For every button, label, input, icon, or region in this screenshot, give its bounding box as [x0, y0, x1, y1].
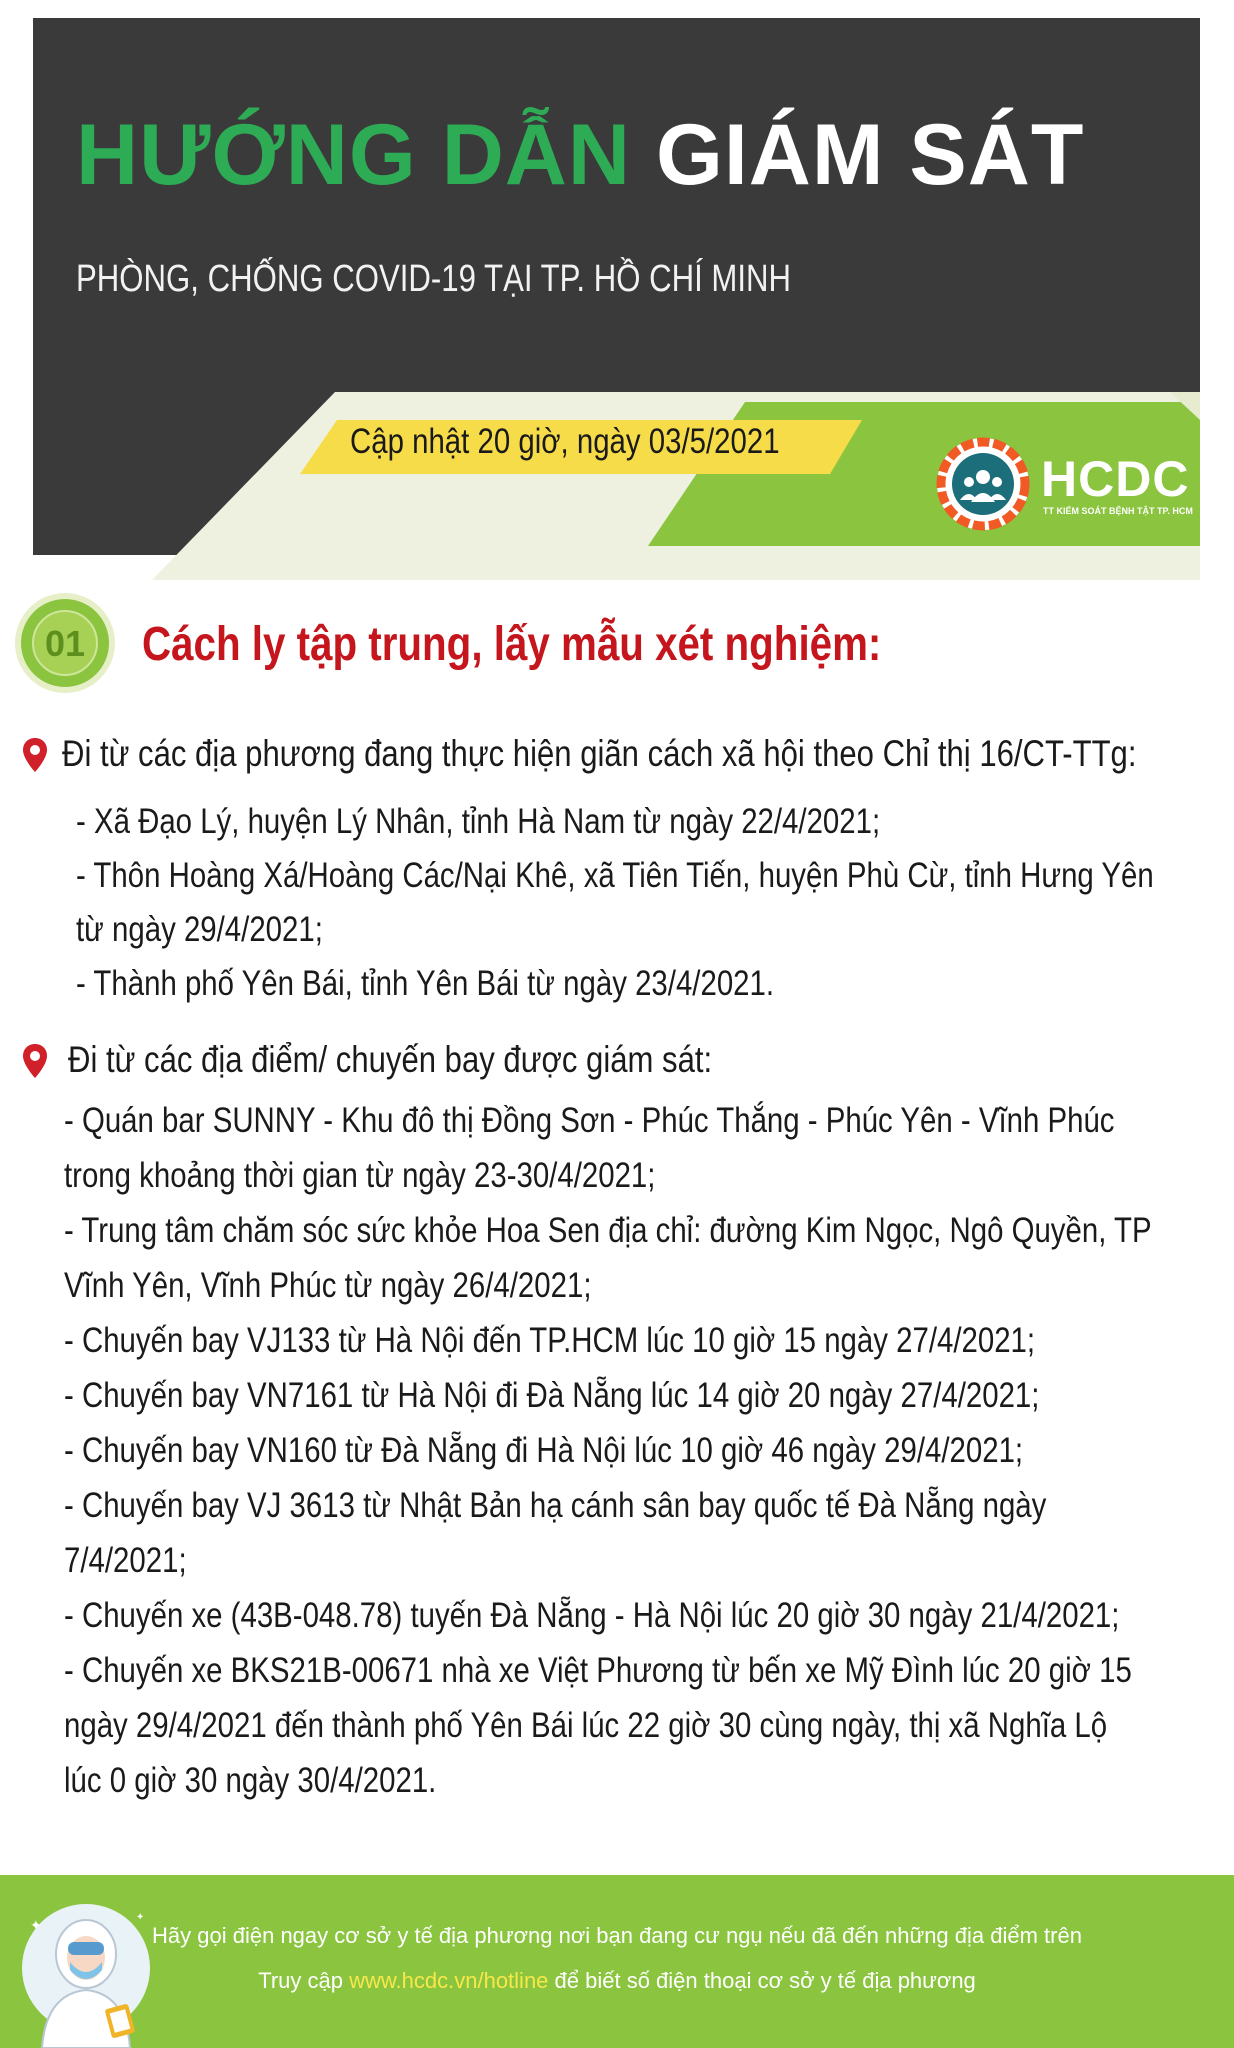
logo-name: HCDC [1041, 451, 1190, 507]
list-item: - Chuyến bay VJ 3613 từ Nhật Bản hạ cánh sân bay quốc tế Đà Nẵng ngày [64, 1486, 1047, 1525]
update-timestamp: Cập nhật 20 giờ, ngày 03/5/2021 [350, 422, 780, 461]
location-pin-icon [22, 737, 48, 773]
footer-bar [0, 1875, 1234, 2048]
list-item: - Trung tâm chăm sóc sức khỏe Hoa Sen địa chỉ: đường Kim Ngọc, Ngô Quyền, TP [64, 1211, 1152, 1250]
hotline-link[interactable]: www.hcdc.vn/hotline [349, 1968, 549, 1993]
section-number: 01 [44, 623, 86, 664]
location-pin-icon [22, 1043, 48, 1079]
list-item: - Chuyến bay VN7161 từ Hà Nội đi Đà Nẵng lúc 14 giờ 20 ngày 27/4/2021; [64, 1376, 1040, 1415]
title-highlight: HƯỚNG DẪN [76, 107, 632, 203]
list-item: - Quán bar SUNNY - Khu đô thị Đồng Sơn - Phúc Thắng - Phúc Yên - Vĩnh Phúc [64, 1101, 1115, 1140]
list-item: ngày 29/4/2021 đến thành phố Yên Bái lúc 22 giờ 30 cùng ngày, thị xã Nghĩa Lộ [64, 1706, 1108, 1745]
list-item: - Chuyến bay VJ133 từ Hà Nội đến TP.HCM lúc 10 giờ 15 ngày 27/4/2021; [64, 1321, 1036, 1360]
list-item: - Thành phố Yên Bái, tỉnh Yên Bái từ ngày 23/4/2021. [76, 964, 775, 1003]
list-item: từ ngày 29/4/2021; [76, 910, 323, 949]
title-rest: GIÁM SÁT [655, 107, 1085, 203]
footer-access-text [0, 1968, 1234, 1994]
list-item: - Chuyến xe (43B-048.78) tuyến Đà Nẵng - Hà Nội lúc 20 giờ 30 ngày 21/4/2021; [64, 1596, 1120, 1635]
list-item: - Thôn Hoàng Xá/Hoàng Các/Nại Khê, xã Tiên Tiến, huyện Phù Cừ, tỉnh Hưng Yên [76, 856, 1154, 895]
footer-access-prefix: Truy cập [258, 1968, 350, 1993]
footer-access-suffix: để biết số điện thoại cơ sở y tế địa phương [548, 1968, 976, 1993]
health-worker-illustration [16, 1890, 156, 2048]
page-subtitle: PHÒNG, CHỐNG COVID-19 TẠI TP. HỒ CHÍ MINH [76, 258, 792, 300]
hcdc-logo-icon [933, 434, 1033, 534]
group2-heading: Đi từ các địa điểm/ chuyến bay được giám sát: [68, 1039, 713, 1080]
logo-subtitle: TT KIỂM SOÁT BỆNH TẬT TP. HCM [1043, 506, 1193, 516]
section-title: Cách ly tập trung, lấy mẫu xét nghiệm: [142, 618, 882, 671]
list-item: - Chuyến xe BKS21B-00671 nhà xe Việt Phương từ bến xe Mỹ Đình lúc 20 giờ 15 [64, 1651, 1132, 1690]
list-item: trong khoảng thời gian từ ngày 23-30/4/2021; [64, 1156, 656, 1195]
list-item: - Xã Đạo Lý, huyện Lý Nhân, tỉnh Hà Nam từ ngày 22/4/2021; [76, 802, 881, 841]
list-item: Vĩnh Yên, Vĩnh Phúc từ ngày 26/4/2021; [64, 1266, 592, 1305]
hcdc-logo [933, 434, 1233, 544]
number-badge-icon [14, 592, 116, 694]
list-item: 7/4/2021; [64, 1541, 187, 1580]
list-item: lúc 0 giờ 30 ngày 30/4/2021. [64, 1761, 437, 1800]
group1-heading: Đi từ các địa phương đang thực hiện giãn cách xã hội theo Chỉ thị 16/CT-TTg: [62, 733, 1137, 774]
svg-text:✦: ✦ [136, 1912, 145, 1923]
footer-call-text: Hãy gọi điện ngay cơ sở y tế địa phương nơi bạn đang cư ngụ nếu đã đến những địa điểm trên [152, 1923, 1082, 1948]
list-item: - Chuyến bay VN160 từ Đà Nẵng đi Hà Nội lúc 10 giờ 46 ngày 29/4/2021; [64, 1431, 1024, 1470]
svg-text:✦: ✦ [30, 1918, 42, 1934]
